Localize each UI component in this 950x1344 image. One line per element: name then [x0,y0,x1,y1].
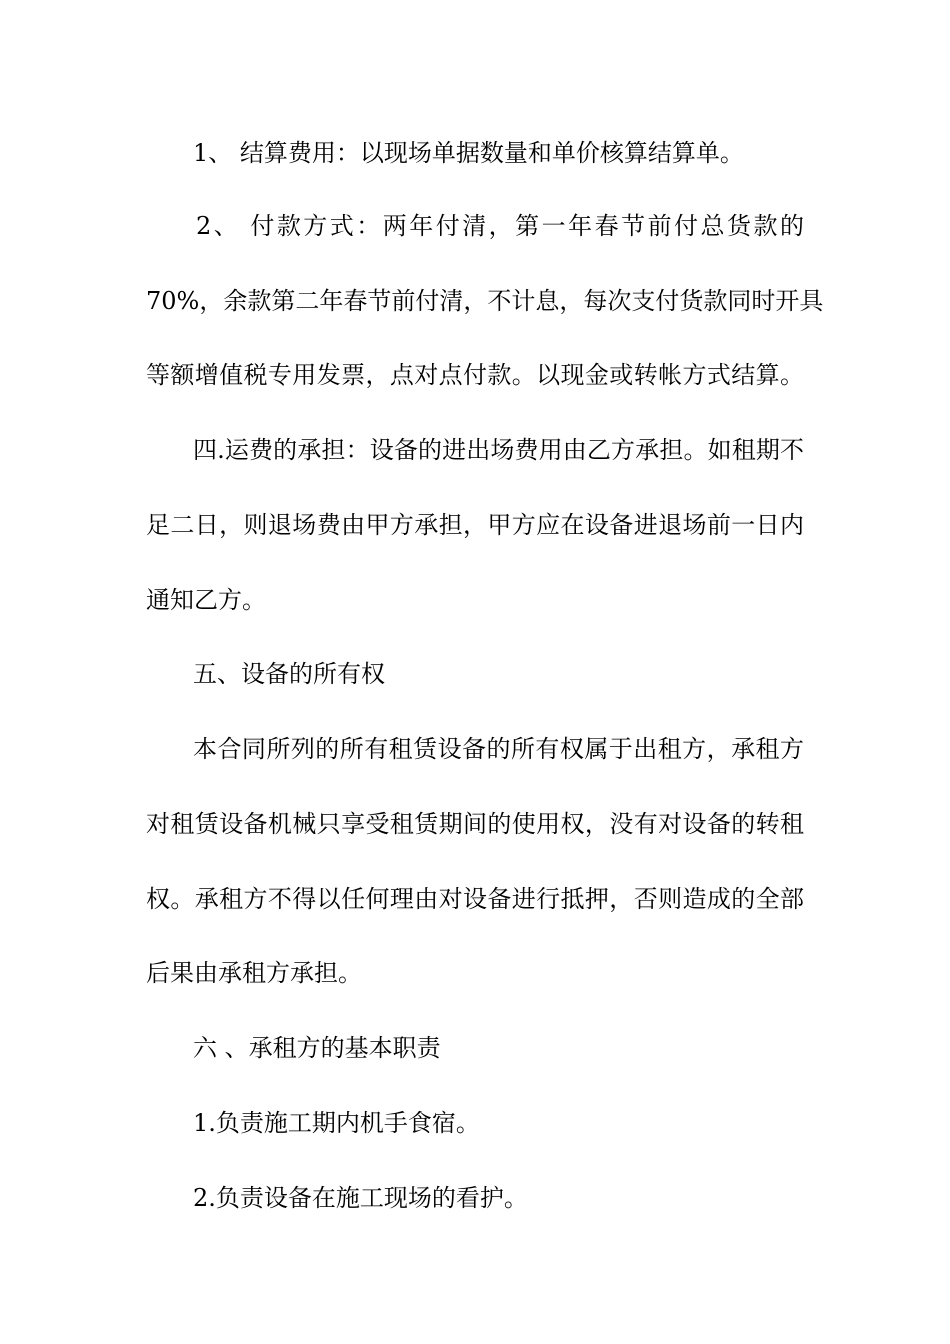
ownership-line-1: 本合同所列的所有租赁设备的所有权属于出租方，承租方 [193,735,804,763]
payment-method-line-2: 70%，余款第二年春节前付清，不计息，每次支付货款同时开具 [146,287,824,315]
settlement-fee-line: 1、 结算费用：以现场单据数量和单价核算结算单。 [193,139,744,167]
duty-item-2: 2.负责设备在施工现场的看护。 [193,1184,528,1212]
payment-method-line: 2、 付款方式：两年付清，第一年春节前付总货款的 [196,212,804,240]
duty-item-1: 1.负责施工期内机手食宿。 [193,1109,480,1137]
freight-heading-line: 四.运费的承担：设备的进出场费用由乙方承担。如租期不 [193,436,804,464]
ownership-line-4: 后果由承租方承担。 [146,959,362,987]
payment-method-line-3: 等额增值税专用发票，点对点付款。以现金或转帐方式结算。 [146,361,804,389]
freight-line-2: 足二日，则退场费由甲方承担，甲方应在设备进退场前一日内 [146,511,804,539]
ownership-line-3: 权。承租方不得以任何理由对设备进行抵押，否则造成的全部 [146,885,804,913]
ownership-line-2: 对租赁设备机械只享受租赁期间的使用权，没有对设备的转租 [146,810,804,838]
freight-line-3: 通知乙方。 [146,586,266,614]
ownership-heading: 五、设备的所有权 [193,660,385,688]
lessee-duties-heading: 六 、承租方的基本职责 [193,1034,441,1062]
